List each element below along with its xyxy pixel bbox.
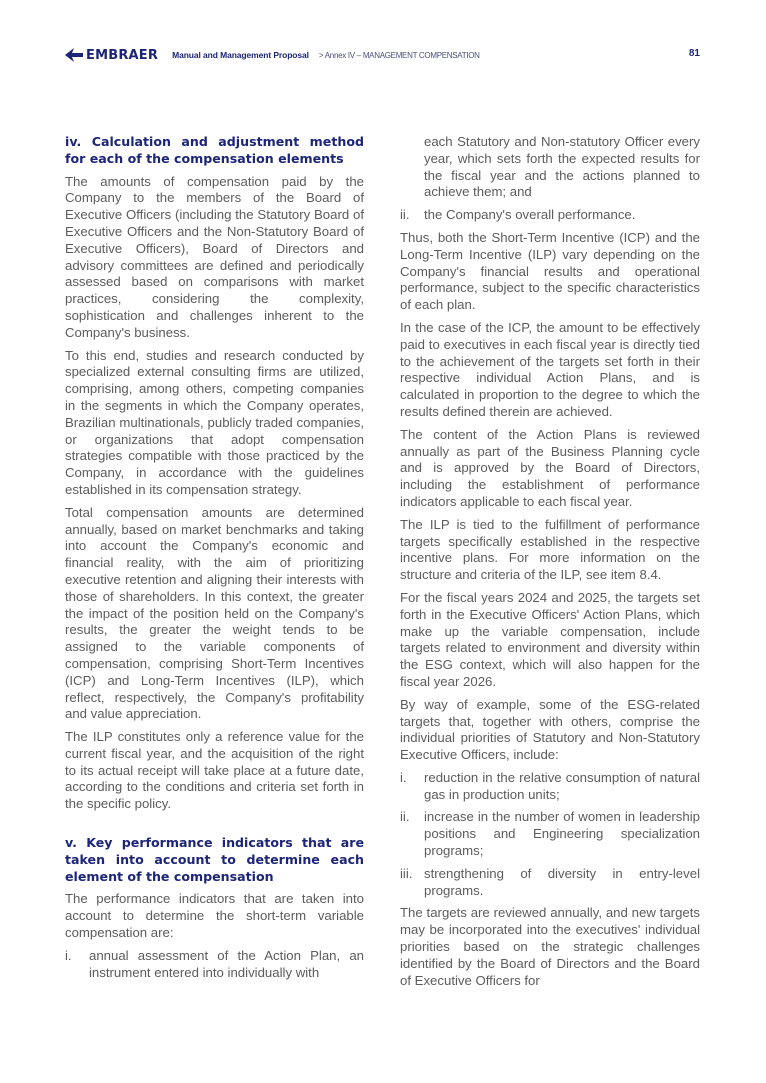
right-column: [400, 134, 700, 995]
list-marker: ii.: [400, 207, 410, 223]
list-item-text: reduction in the relative consumption of natural gas in production units;: [424, 769, 700, 802]
embraer-arrow-icon: [64, 47, 84, 63]
list-item: [400, 770, 700, 804]
document-title: Manual and Management Proposal: [172, 50, 309, 60]
kpi-list-continued: [400, 207, 700, 224]
esg-targets-list: [400, 770, 700, 900]
page-header: [64, 44, 700, 66]
paragraph: The ILP is tied to the fulfillment of performance targets specifically established in the respective incentive plans. For more information on the structure and criteria of the ILP, see item 8.4.: [400, 516, 700, 583]
paragraph: By way of example, some of the ESG-related targets that, together with others, comprise the individual priorities of Statutory and Non-Statutory Executive Officers, include:: [400, 696, 700, 763]
paragraph: The targets are reviewed annually, and new targets may be incorporated into the executives' individual priorities based on the strategic challenges identified by the Board of Directors and the Board of Executive Officers for: [400, 905, 700, 988]
list-item-text: strengthening of diversity in entry-level programs.: [424, 865, 700, 898]
page-number: 81: [688, 48, 700, 59]
list-item-text: increase in the number of women in leadership positions and Engineering specialization programs;: [424, 809, 700, 859]
list-item-text: the Company's overall performance.: [424, 207, 636, 223]
list-item-continuation: each Statutory and Non-statutory Officer every year, which sets forth the expected results for the fiscal year and the actions planned to achieve them; and: [424, 134, 700, 200]
paragraph: Thus, both the Short-Term Incentive (ICP) and the Long-Term Incentive (ILP) vary depending on the Company's financial results and operational performance, subject to the specific characteristics of each plan.: [400, 229, 700, 313]
embraer-logo: [64, 47, 158, 63]
kpi-list: [65, 948, 364, 982]
section-heading-v: v. Key performance indicators that are taken into account to determine each element of the compensation: [65, 835, 364, 884]
left-column: [65, 134, 364, 987]
section-heading-iv: iv. Calculation and adjustment method for each of the compensation elements: [65, 134, 364, 166]
list-item: [400, 866, 700, 900]
paragraph: The performance indicators that are taken into account to determine the short-term variable compensation are:: [65, 891, 364, 941]
list-item: [65, 948, 364, 982]
paragraph: The amounts of compensation paid by the Company to the members of the Board of Executive Officers (including the Statutory Board of Executive Officers and the Non-Statutory Board of Executive Officers), Board of Directors and advisory committees are defined and periodically assessed based on comparisons with market practices, considering the complexity, sophistication and challenges inherent to the Company's business.: [65, 173, 364, 340]
list-marker: i.: [65, 947, 72, 963]
list-marker: ii.: [400, 809, 410, 825]
paragraph: In the case of the ICP, the amount to be effectively paid to executives in each fiscal year is directly tied to the achievement of the targets set forth in their respective individual Action Plans, and is calculated in proportion to the degree to which the results defined therein are achieved.: [400, 319, 700, 419]
list-item: [400, 207, 700, 224]
logo-text: EMBRAER: [86, 47, 159, 63]
list-item: [400, 809, 700, 859]
section-spacer: [65, 819, 364, 835]
paragraph: For the fiscal years 2024 and 2025, the targets set forth in the Executive Officers' Action Plans, which make up the variable compensation, include targets related to environment and diversity within the ESG context, which will also happen for the fiscal year 2026.: [400, 589, 700, 689]
paragraph: Total compensation amounts are determined annually, based on market benchmarks and taking into account the Company's economic and financial reality, with the aim of prioritizing executive retention and aligning their interests with those of shareholders. In this context, the greater the impact of the position held on the Company's results, the greater the weight tends to be assigned to the variable components of compensation, comprising Short-Term Incentives (ICP) and Long-Term Incentives (ILP), which reflect, respectively, the Company's profitability and value appreciation.: [65, 504, 364, 722]
paragraph: To this end, studies and research conducted by specialized external consulting firms are utilized, comprising, among others, competing companies in the segments in which the Company operates, Brazilian multinationals, publicly traded companies, or organizations that adopt compensation strategies compatible with those practiced by the Company, in accordance with the guidelines established in its compensation strategy.: [65, 347, 364, 497]
paragraph: The ILP constitutes only a reference value for the current fiscal year, and the acquisition of the right to its actual receipt will take place at a future date, according to the conditions and criteria set forth in the specific policy.: [65, 729, 364, 812]
paragraph: The content of the Action Plans is reviewed annually as part of the Business Planning cycle and is approved by the Board of Directors, including the establishment of performance indicators applicable to each fiscal year.: [400, 426, 700, 509]
breadcrumb: > Annex IV – MANAGEMENT COMPENSATION: [318, 50, 480, 60]
list-item-text: annual assessment of the Action Plan, an instrument entered into individually with: [89, 947, 364, 980]
list-marker: iii.: [400, 865, 413, 881]
list-marker: i.: [400, 769, 407, 785]
